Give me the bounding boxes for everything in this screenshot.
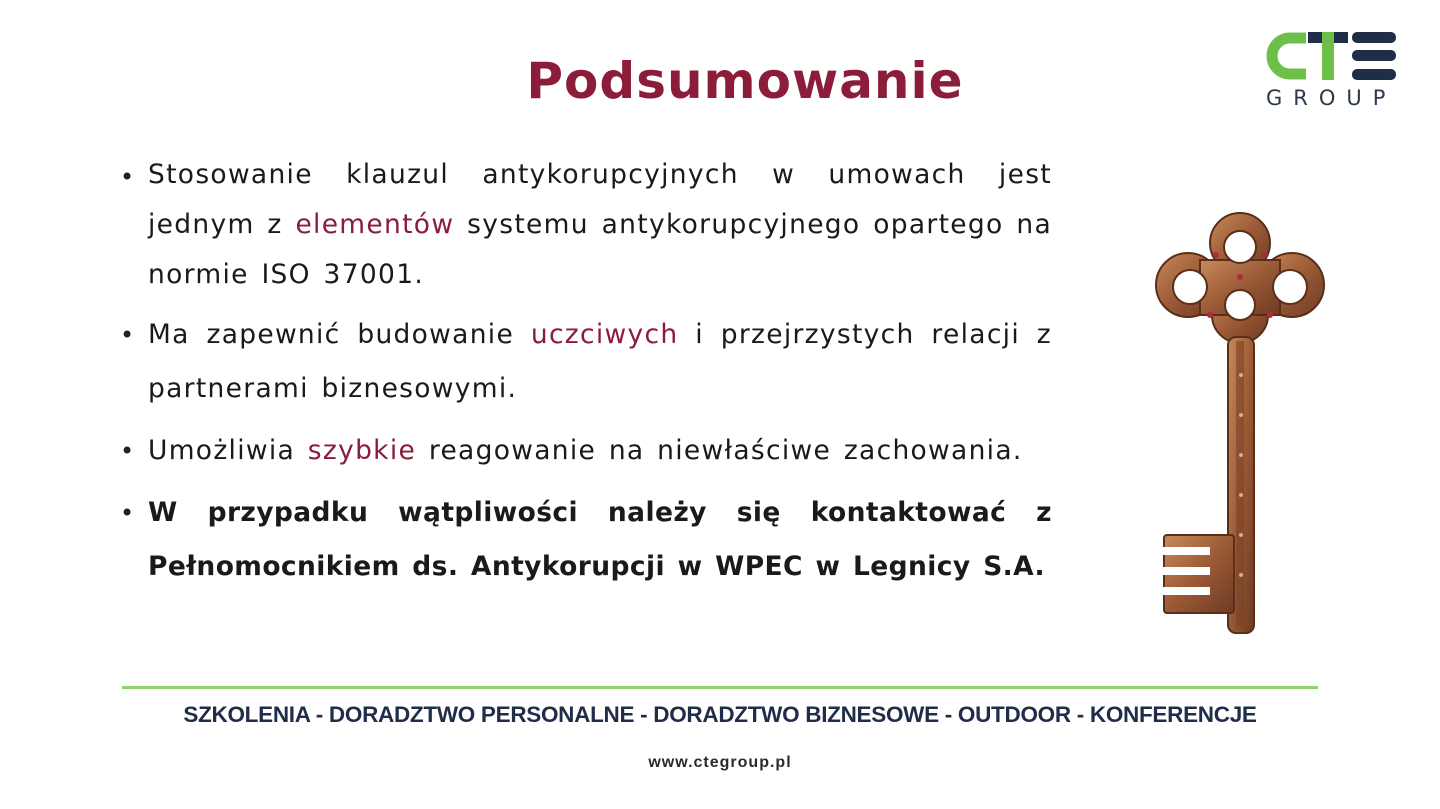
- bullet-text: [148, 308, 1052, 416]
- footer-website: www.ctegroup.pl: [648, 754, 792, 771]
- slide-title: Podsumowanie: [526, 52, 964, 110]
- bullet-highlight: uczciwych: [530, 319, 679, 350]
- bullet-text-part: i przejrzystych relacji z partnerami biznesowymi.: [148, 319, 1052, 404]
- bullet-text-part: Ma zapewnić budowanie: [148, 319, 531, 350]
- bullet-text: [148, 424, 1052, 478]
- cte-logo-icon: [1266, 30, 1398, 82]
- bullet-item: [120, 424, 1052, 478]
- logo-wordmark: GROUP: [1266, 86, 1397, 110]
- bullet-text: [148, 150, 1052, 300]
- bullet-text-part: systemu antykorupcyjnego opartego na normie ISO 37001.: [148, 209, 1052, 290]
- bullet-item: [120, 150, 1052, 300]
- bullet-list: [120, 150, 1052, 602]
- bullet-marker: •: [120, 437, 135, 465]
- bullet-item: [120, 308, 1052, 416]
- bullet-text-part: Stosowanie klauzul antykorupcyjnych w umowach jest jednym z: [148, 159, 1052, 240]
- bullet-marker: •: [120, 321, 135, 349]
- bullet-highlight: elementów: [295, 209, 455, 240]
- bullet-item: [120, 486, 1052, 594]
- bullet-highlight: szybkie: [307, 435, 417, 466]
- bullet-marker: •: [120, 499, 135, 527]
- cte-group-logo: [1262, 30, 1402, 114]
- footer-divider: [122, 686, 1318, 689]
- bullet-text-part: W przypadku wątpliwości należy się kontaktować z Pełnomocnikiem ds. Antykorupcji w WPEC w Legnicy S.A.: [148, 497, 1052, 582]
- ornate-key-icon: [1140, 205, 1340, 645]
- bullet-text-part: reagowanie na niewłaściwe zachowania.: [416, 435, 1023, 466]
- footer-services: SZKOLENIA - DORADZTWO PERSONALNE - DORADZTWO BIZNESOWE - OUTDOOR - KONFERENCJE: [183, 702, 1257, 727]
- bullet-marker: •: [120, 163, 135, 191]
- bullet-text-part: Umożliwia: [148, 435, 308, 466]
- bullet-text-bold: [148, 486, 1052, 594]
